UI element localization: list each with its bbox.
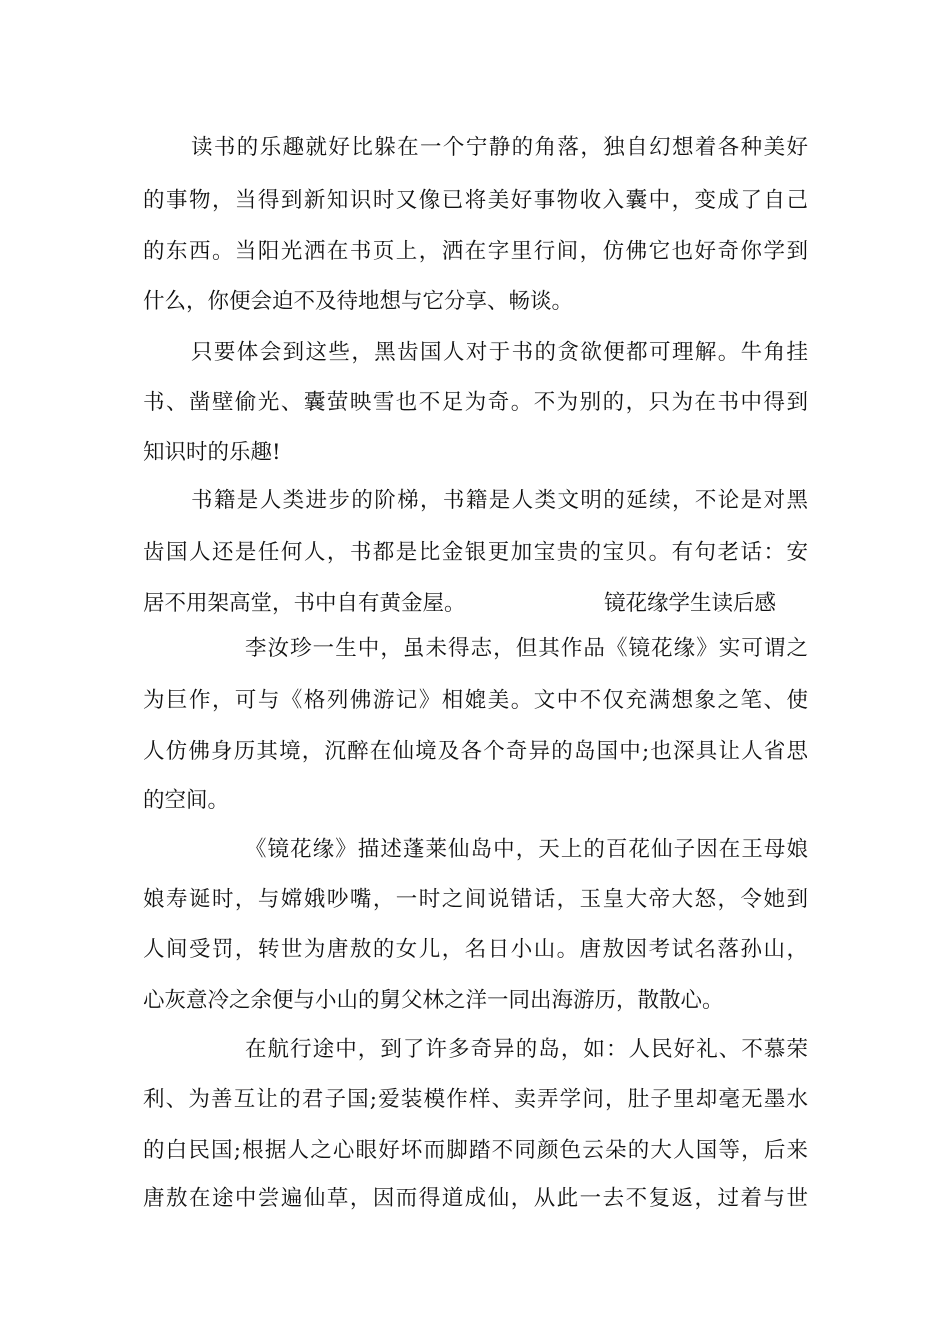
paragraph-1-line-4: 什么，你便会迫不及待地想与它分享、畅谈。 <box>143 289 574 314</box>
paragraph-4-line-4: 的空间。 <box>143 788 230 813</box>
paragraph-6-line-3: 的白民国;根据人之心眼好坏而脚踏不同颜色云朵的大人国等，后来 <box>143 1138 808 1163</box>
paragraph-5-line-2: 娘寿诞时，与嫦娥吵嘴，一时之间说错话，玉皇大帝大怒，令她到 <box>143 887 808 912</box>
paragraph-4-line-1: 李汝珍一生中，虽未得志，但其作品《镜花缘》实可谓之 <box>245 636 808 661</box>
paragraph-1-line-3: 的东西。当阳光洒在书页上，洒在字里行间，仿佛它也好奇你学到 <box>143 239 808 264</box>
paragraph-2-line-2: 书、凿壁偷光、囊萤映雪也不足为奇。不为别的，只为在书中得到 <box>143 390 808 415</box>
paragraph-2-line-3: 知识时的乐趣! <box>143 440 281 465</box>
paragraph-5-line-1: 《镜花缘》描述蓬莱仙岛中，天上的百花仙子因在王母娘 <box>245 837 808 862</box>
paragraph-1-line-1: 读书的乐趣就好比躲在一个宁静的角落，独自幻想着各种美好 <box>191 135 808 160</box>
paragraph-1-line-2: 的事物，当得到新知识时又像已将美好事物收入囊中，变成了自己 <box>143 188 808 213</box>
paragraph-5-line-4: 心灰意冷之余便与小山的舅父林之洋一同出海游历，散散心。 <box>143 988 724 1013</box>
paragraph-3-line-3: 居不用架高堂，书中自有黄金屋。 <box>143 591 466 616</box>
paragraph-3-line-1: 书籍是人类进步的阶梯，书籍是人类文明的延续，不论是对黑 <box>191 488 808 513</box>
paragraph-6-line-4: 唐敖在途中尝遍仙草，因而得道成仙，从此一去不复返，过着与世 <box>143 1186 808 1211</box>
paragraph-5-line-3: 人间受罚，转世为唐敖的女儿，名日小山。唐敖因考试名落孙山， <box>143 937 808 962</box>
paragraph-3-line-2: 齿国人还是任何人，书都是比金银更加宝贵的宝贝。有句老话：安 <box>143 540 808 565</box>
paragraph-2-line-1: 只要体会到这些，黑齿国人对于书的贪欲便都可理解。牛角挂 <box>191 340 808 365</box>
inline-heading: 镜花缘学生读后感 <box>604 591 777 616</box>
paragraph-6-line-2: 利、为善互让的君子国;爱装模作样、卖弄学问，肚子里却毫无墨水 <box>143 1087 808 1112</box>
paragraph-6-line-1: 在航行途中，到了许多奇异的岛，如：人民好礼、不慕荣 <box>245 1037 808 1062</box>
paragraph-4-line-3: 人仿佛身历其境，沉醉在仙境及各个奇异的岛国中;也深具让人省思 <box>143 739 808 764</box>
paragraph-4-line-2: 为巨作，可与《格列佛游记》相媲美。文中不仅充满想象之笔、使 <box>143 688 808 713</box>
